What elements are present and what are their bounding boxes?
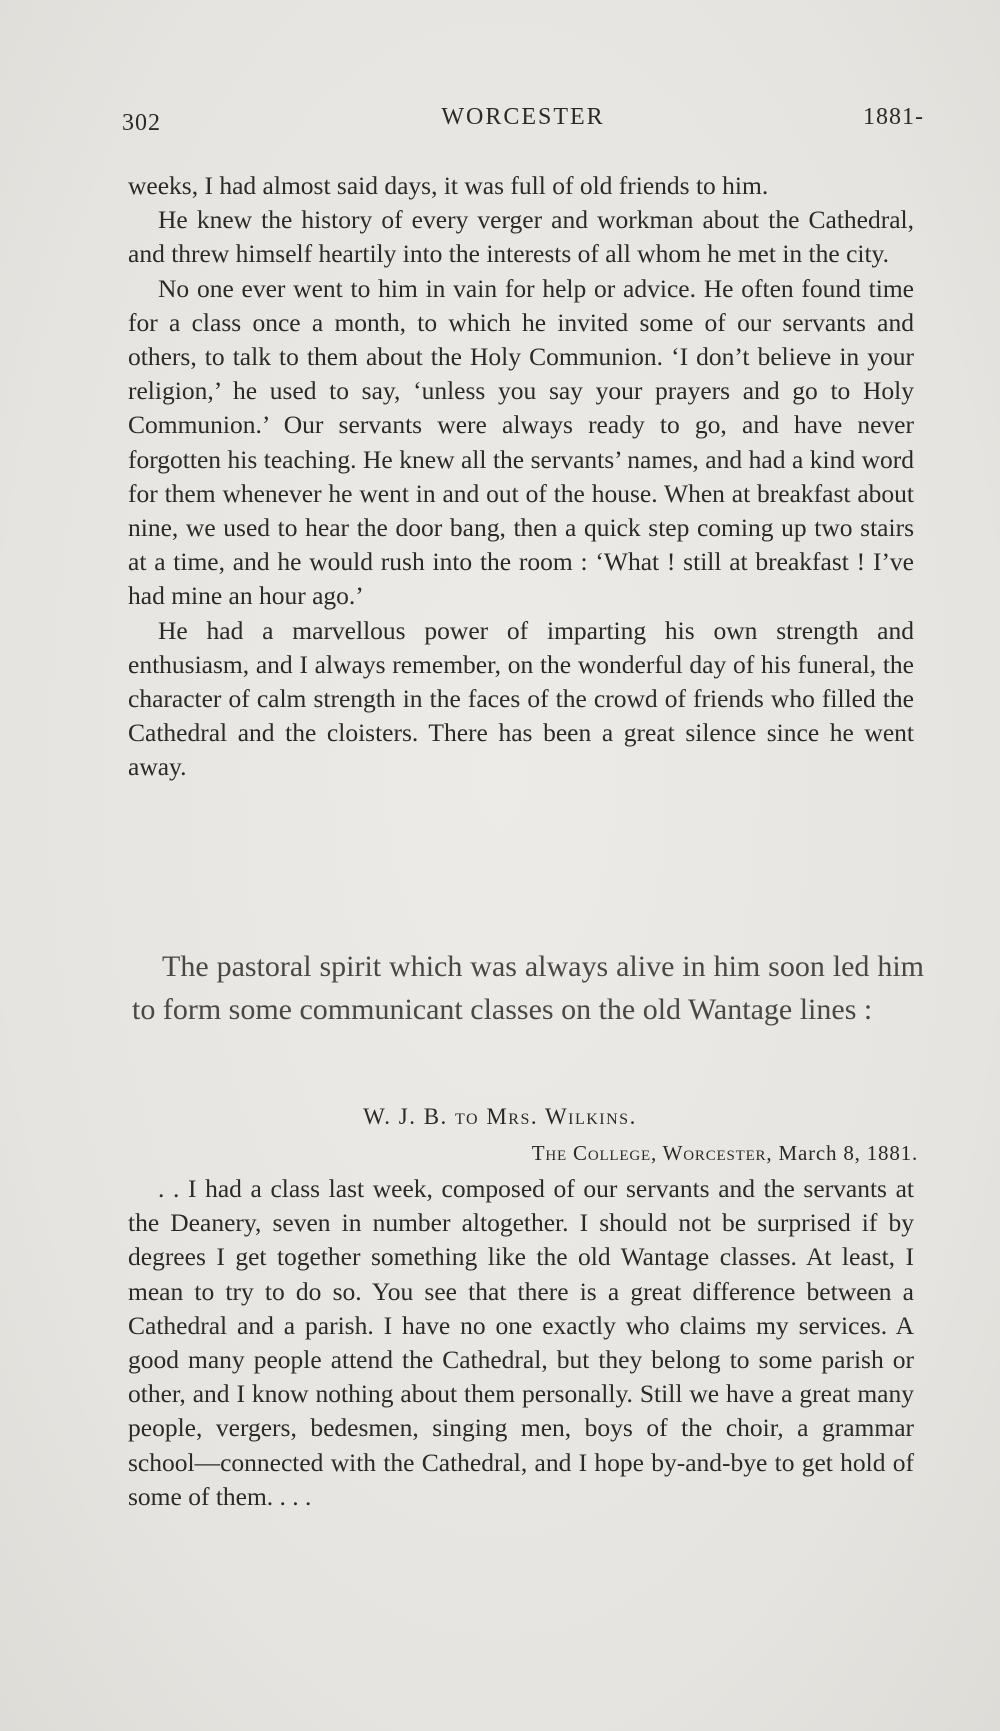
narrative-paragraph: The pastoral spirit which was always alive in him soon led him to form some communicant classes on the old Wantage lines : xyxy=(132,950,924,1026)
letter-date: March 8, 1881. xyxy=(778,1141,918,1165)
page-number: 302 xyxy=(122,110,161,136)
paragraph: He had a marvellous power of imparting his own strength and enthusiasm, and I always remember, on the wonderful day of his funeral, the character of calm strength in the faces of the crowd of friends who filled the Cathedral and the cloisters. There has been a great silence since he went away. xyxy=(128,615,914,782)
running-head xyxy=(122,100,924,140)
letter-place: The College, Worcester, xyxy=(531,1141,773,1165)
letter-paragraph: . . I had a class last week, composed of our servants and the servants at the Deanery, seven in number altogether. I should not be surprised if by degrees I get together something like the old Wantage classes. At least, I mean to try to do so. You see that there is a great difference between a Cathedral and a parish. I have no one exactly who claims my services. A good many people attend the Cathedral, but they belong to some parish or other, and I know nothing about them personally. Still we have a great many people, vergers, bedesmen, singing men, boys of the choir, a grammar school—connected with the Cathedral, and I hope by-and-bye to get hold of some of them. . . . xyxy=(128,1174,914,1511)
letter-heading: W. J. B. to Mrs. Wilkins. xyxy=(363,1104,637,1129)
letter-dateline xyxy=(532,1141,918,1166)
paragraph: He knew the history of every verger and workman about the Cathedral, and threw himself heartily into the interests of all whom he met in the city. xyxy=(128,205,914,269)
paragraph: No one ever went to him in vain for help or advice. He often found time for a class once a month, to which he invited some of our servants and others, to talk to them about the Holy Communion. ‘I don’t believe in your religion,’ he used to say, ‘unless you say your prayers and go to Holy Communion.’ Our servants were always ready to go, and have never forgotten his teaching. He knew all the servants’ names, and had a kind word for them whenever he went in and out of the house. When at breakfast about nine, we used to hear the door bang, then a quick step coming up two stairs at a time, and he would rush into the room : ‘What ! still at breakfast ! I’ve had mine an hour ago.’ xyxy=(128,273,914,611)
header-year: 1881- xyxy=(863,104,924,130)
main-text xyxy=(128,169,914,785)
page-title: WORCESTER xyxy=(441,104,605,130)
letter-body xyxy=(128,1172,914,1514)
paragraph-continuation: weeks, I had almost said days, it was full of old friends to him. xyxy=(128,171,769,200)
